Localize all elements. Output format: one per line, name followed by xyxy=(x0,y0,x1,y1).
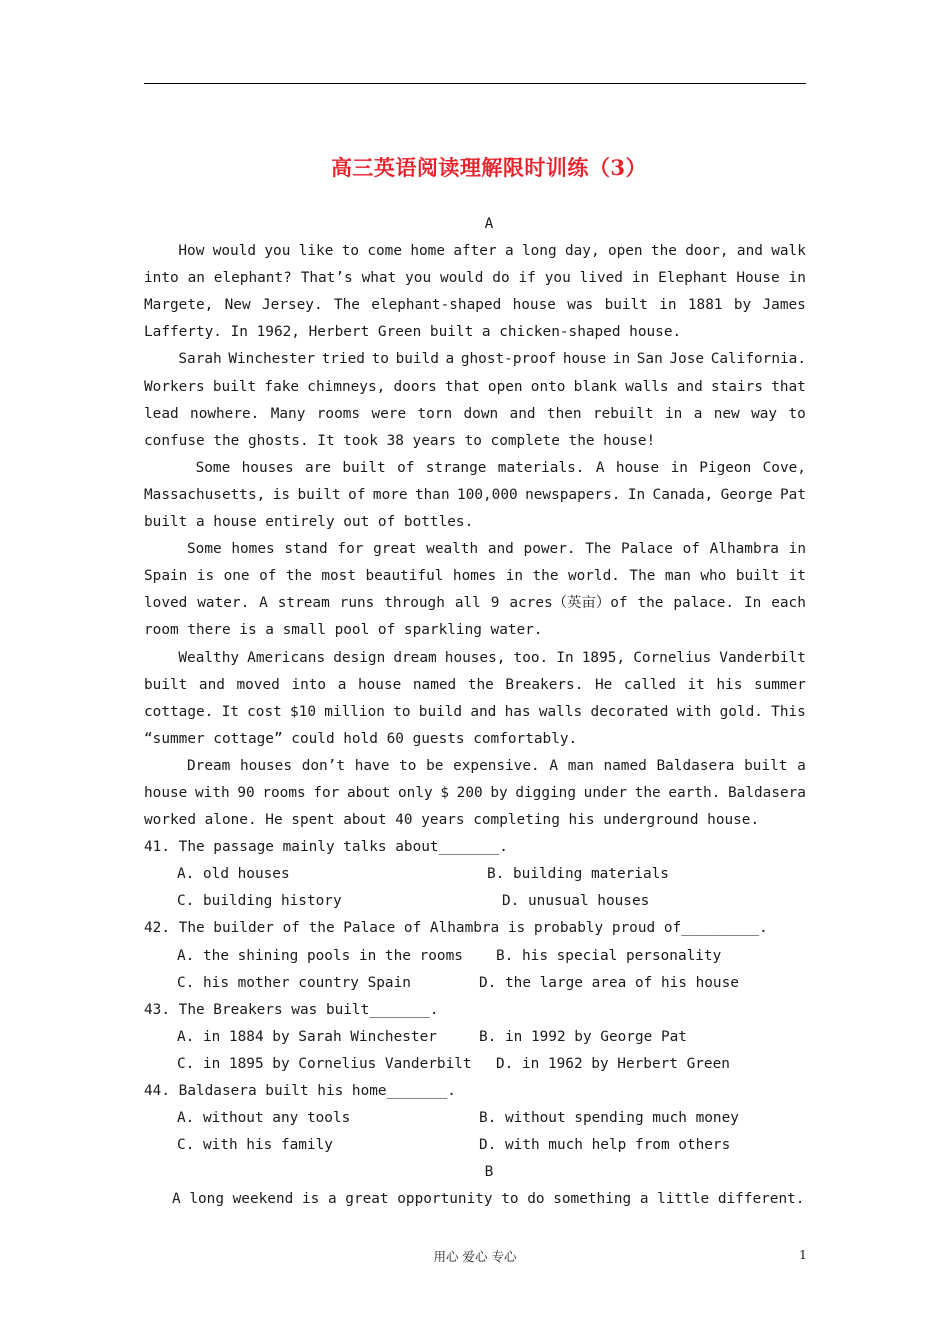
answer-option[interactable]: A. the shining pools in the rooms xyxy=(177,947,463,964)
passage-line: built and moved into a house named the Breakers. He called it his summer xyxy=(144,676,806,693)
option-row xyxy=(144,888,806,915)
option-row xyxy=(144,861,806,888)
passage-line: built a house entirely out of bottles. xyxy=(144,514,474,531)
answer-option[interactable]: C. building history xyxy=(177,893,342,910)
answer-option[interactable]: A. in 1884 by Sarah Winchester xyxy=(177,1028,437,1045)
passage-line: loved water. A stream runs through all 9 acres（英亩）of the palace. In each xyxy=(144,595,806,612)
passage-line: into an elephant? That’s what you would do if you lived in Elephant House in xyxy=(144,270,806,287)
answer-option[interactable]: D. in 1962 by Herbert Green xyxy=(496,1055,730,1072)
passage-line: lead nowhere. Many rooms were torn down and then rebuilt in a new way to xyxy=(144,405,806,422)
option-row xyxy=(144,1024,806,1051)
section-a-passage xyxy=(144,238,806,834)
passage-line: Wealthy Americans design dream houses, too. In 1895, Cornelius Vanderbilt xyxy=(178,649,806,666)
answer-option[interactable]: D. the large area of his house xyxy=(479,974,739,991)
passage-line: cottage. It cost $10 million to build and has walls decorated with gold. This xyxy=(144,703,806,720)
passage-line: confuse the ghosts. It took 38 years to complete the house! xyxy=(144,432,656,449)
passage-line: Workers built fake chimneys, doors that open onto blank walls and stairs that xyxy=(144,378,806,395)
header-rule xyxy=(144,83,806,84)
section-b-heading: B xyxy=(484,1164,494,1181)
answer-option[interactable]: B. his special personality xyxy=(496,947,722,964)
passage-line: Massachusetts, is built of more than 100,000 newspapers. In Canada, George Pat xyxy=(144,486,806,503)
option-row xyxy=(144,1105,806,1132)
option-row xyxy=(144,943,806,970)
answer-option[interactable]: C. his mother country Spain xyxy=(177,974,411,991)
section-a-heading: A xyxy=(484,216,494,232)
option-row xyxy=(144,970,806,997)
answer-option[interactable]: A. without any tools xyxy=(177,1110,351,1127)
question-stem: 43. The Breakers was built_______. xyxy=(144,1001,439,1018)
question-stem: 44. Baldasera built his home_______. xyxy=(144,1083,456,1099)
passage-line: How would you like to come home after a long day, open the door, and walk xyxy=(178,243,806,260)
passage-line: room there is a small pool of sparkling water. xyxy=(144,622,543,639)
passage-line: Some houses are built of strange materials. A house in Pigeon Cove, xyxy=(195,459,806,476)
answer-option[interactable]: B. without spending much money xyxy=(479,1110,739,1127)
answer-option[interactable]: D. with much help from others xyxy=(479,1137,731,1154)
answer-option[interactable]: A. old houses xyxy=(177,866,290,883)
answer-option[interactable]: B. in 1992 by George Pat xyxy=(479,1028,687,1045)
passage-line: Lafferty. In 1962, Herbert Green built a chicken-shaped house. xyxy=(144,324,682,341)
passage-line: Sarah Winchester tried to build a ghost-proof house in San Jose California. xyxy=(178,351,806,368)
answer-option[interactable]: C. in 1895 by Cornelius Vanderbilt xyxy=(177,1055,472,1072)
question-list xyxy=(144,834,806,1159)
option-row xyxy=(144,1132,806,1159)
passage-line: worked alone. He spent about 40 years completing his underground house. xyxy=(144,812,760,829)
section-b-first-line: A long weekend is a great opportunity to do something a little different. xyxy=(172,1191,805,1208)
passage-line: Some homes stand for great wealth and power. The Palace of Alhambra in xyxy=(187,541,806,558)
passage-line: Margete, New Jersey. The elephant-shaped house was built in 1881 by James xyxy=(144,297,806,314)
passage-line: house with 90 rooms for about only $ 200 by digging under the earth. Baldasera xyxy=(144,784,806,801)
option-row xyxy=(144,1051,806,1078)
answer-option[interactable]: B. building materials xyxy=(487,866,669,883)
page-title: 高三英语阅读理解限时训练（3） xyxy=(330,155,648,180)
page-footer: 用心 爱心 专心 xyxy=(433,1249,517,1264)
document-body xyxy=(144,211,806,1213)
passage-line: Dream houses don’t have to be expensive. A man named Baldasera built a xyxy=(187,757,806,774)
passage-line: Spain is one of the most beautiful homes in the world. The man who built it xyxy=(144,568,806,585)
question-stem: 41. The passage mainly talks about_______. xyxy=(144,839,508,856)
answer-option[interactable]: C. with his family xyxy=(177,1137,333,1154)
passage-line: “summer cottage” could hold 60 guests comfortably. xyxy=(144,730,578,747)
page-number: 1 xyxy=(799,1247,807,1262)
question-stem: 42. The builder of the Palace of Alhambra is probably proud of_________. xyxy=(144,920,768,937)
answer-option[interactable]: D. unusual houses xyxy=(502,893,650,910)
